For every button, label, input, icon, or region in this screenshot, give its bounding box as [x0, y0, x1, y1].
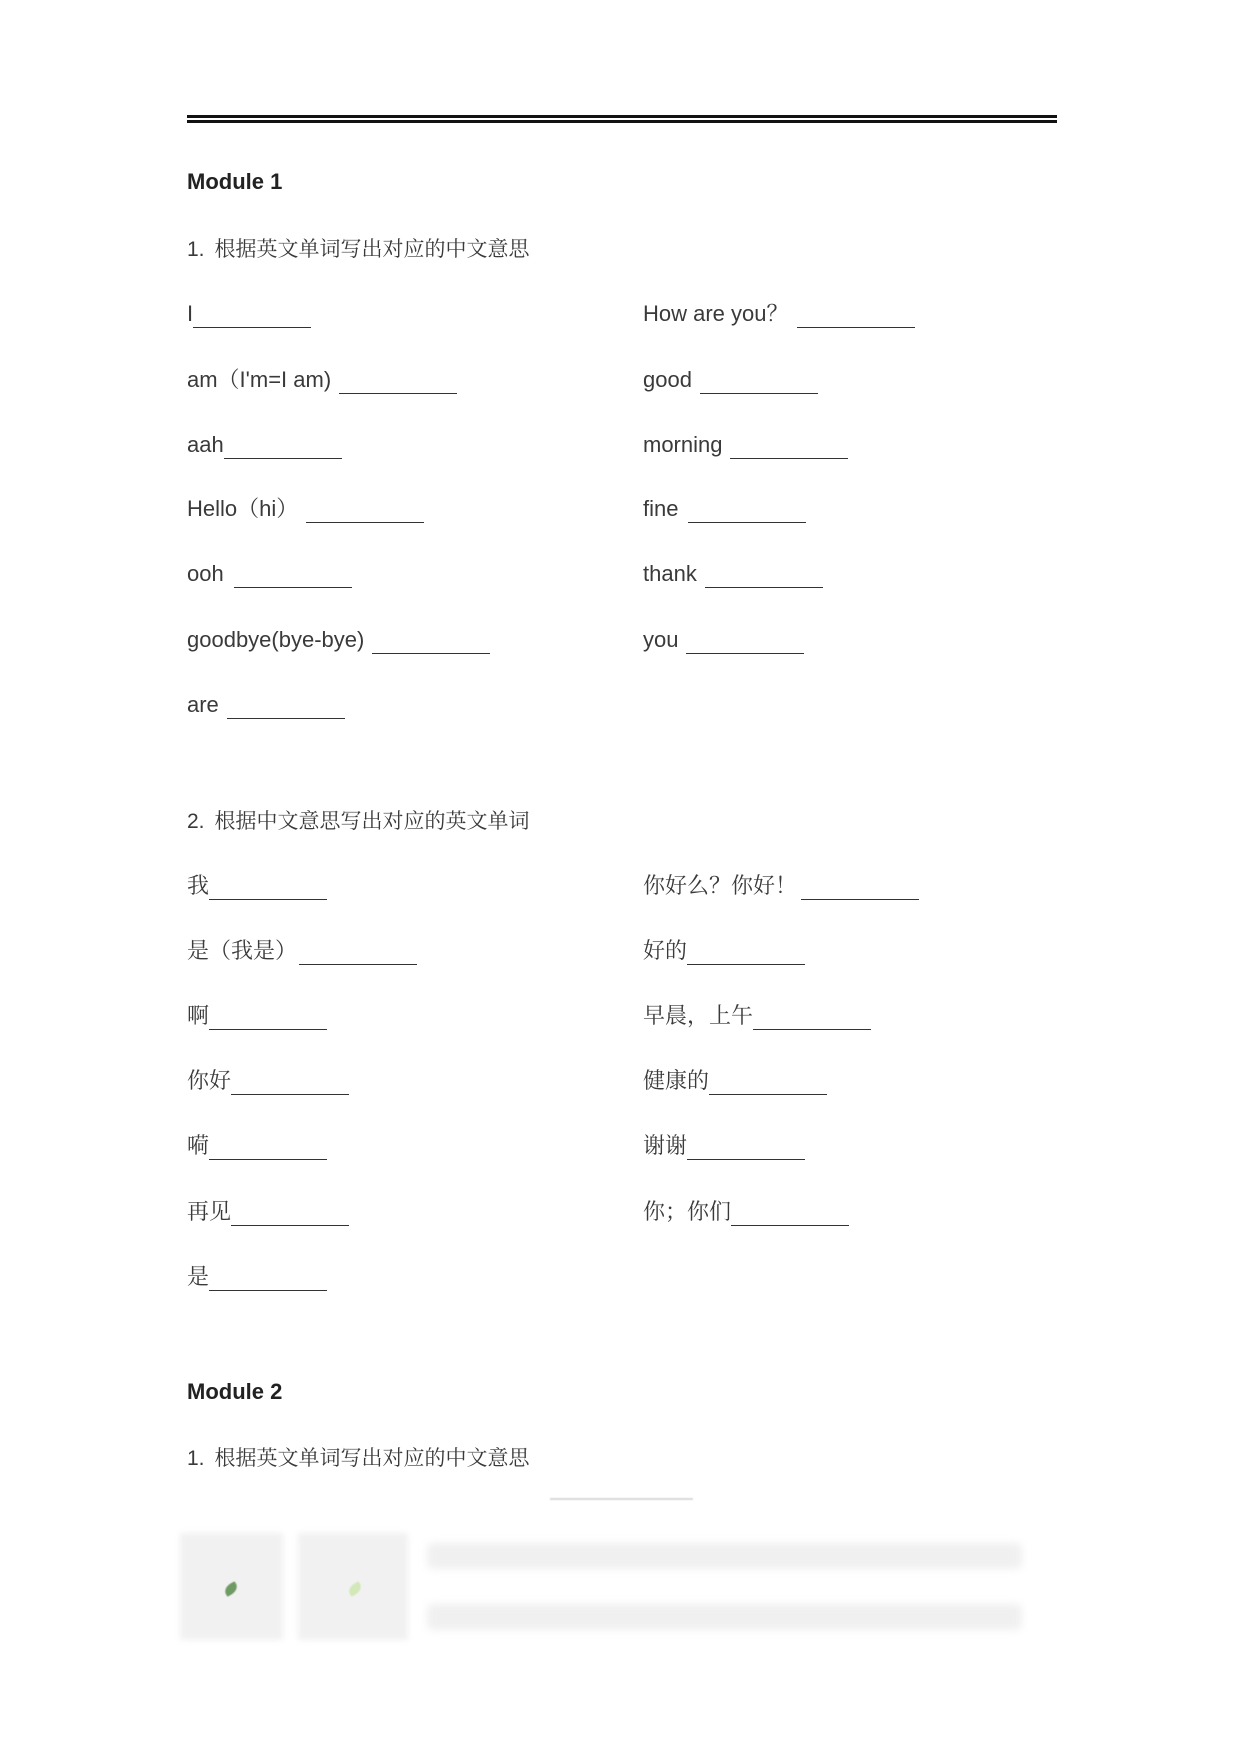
answer-blank	[801, 879, 919, 900]
vocab-item	[187, 1262, 327, 1292]
answer-blank	[687, 1139, 805, 1160]
vocab-word: I	[187, 301, 194, 326]
vocab-word: 谢谢	[643, 1133, 688, 1158]
vocab-item	[187, 1131, 327, 1161]
answer-blank	[224, 438, 342, 459]
vocab-item	[643, 430, 848, 460]
vocab-item	[643, 871, 919, 901]
vocab-word: 再见	[187, 1199, 232, 1224]
vocab-item	[187, 494, 424, 524]
faded-divider	[550, 1498, 693, 1500]
answer-blank	[306, 502, 424, 523]
vocab-word: Hello（hi）	[187, 496, 299, 521]
vocab-word: 是	[187, 1264, 210, 1289]
instruction-text: 根据中文意思写出对应的英文单词	[214, 810, 530, 833]
faded-text-block	[427, 1543, 1022, 1569]
answer-blank	[705, 567, 823, 588]
vocab-item	[643, 299, 915, 329]
answer-blank	[700, 373, 818, 394]
module-1-title: Module 1	[187, 169, 283, 194]
answer-blank	[231, 1074, 349, 1095]
vocab-item	[643, 559, 823, 589]
vocab-word: aah	[187, 432, 224, 457]
vocab-word: 你好么？你好！	[643, 873, 798, 898]
instruction-text: 根据英文单词写出对应的中文意思	[214, 1447, 530, 1470]
vocab-word: 你；你们	[643, 1199, 732, 1224]
vocab-word: fine	[643, 496, 679, 521]
module-2-title: Module 2	[187, 1379, 283, 1404]
vocab-word: am（I'm=I am)	[187, 367, 332, 392]
answer-blank	[730, 438, 848, 459]
vocab-item	[187, 430, 342, 460]
answer-blank	[753, 1009, 871, 1030]
faded-text-block	[427, 1604, 1022, 1630]
vocab-item	[643, 625, 804, 655]
vocab-word: 是（我是）	[187, 938, 298, 963]
answer-blank	[731, 1205, 849, 1226]
vocab-item	[643, 494, 806, 524]
answer-blank	[709, 1074, 827, 1095]
vocab-word: good	[643, 367, 692, 392]
answer-blank	[231, 1205, 349, 1226]
answer-blank	[299, 944, 417, 965]
answer-blank	[193, 307, 311, 328]
answer-blank	[339, 373, 457, 394]
instruction-number: 1.	[187, 1447, 205, 1470]
vocab-item	[643, 1131, 805, 1161]
vocab-item	[187, 936, 417, 966]
rule-line-top	[187, 115, 1057, 118]
vocab-word: morning	[643, 432, 723, 457]
answer-blank	[687, 944, 805, 965]
answer-blank	[227, 698, 345, 719]
vocab-word: 健康的	[643, 1068, 710, 1093]
answer-blank	[209, 879, 327, 900]
vocab-item	[187, 625, 490, 655]
vocab-item	[187, 1066, 349, 1096]
answer-blank	[234, 567, 352, 588]
answer-blank	[686, 633, 804, 654]
vocab-item	[643, 365, 818, 395]
vocab-word: goodbye(bye-bye)	[187, 627, 365, 652]
header-double-rule	[187, 115, 1057, 123]
instruction-text: 根据英文单词写出对应的中文意思	[214, 238, 530, 261]
vocab-item	[187, 559, 352, 589]
vocab-word: 嗬	[187, 1133, 210, 1158]
vocab-item	[187, 365, 457, 395]
vocab-item	[187, 871, 327, 901]
answer-blank	[372, 633, 490, 654]
module-1-part-2-instruction	[187, 807, 530, 837]
instruction-number: 2.	[187, 810, 205, 833]
vocab-item	[643, 1001, 871, 1031]
vocab-word: 你好	[187, 1068, 232, 1093]
vocab-word: How are you？	[643, 301, 789, 326]
vocab-word: 啊	[187, 1003, 210, 1028]
vocab-word: 我	[187, 873, 210, 898]
vocab-word: you	[643, 627, 679, 652]
vocab-word: thank	[643, 561, 697, 586]
vocab-item	[643, 1197, 849, 1227]
vocab-item	[187, 690, 345, 720]
instruction-number: 1.	[187, 238, 205, 261]
answer-blank	[688, 502, 806, 523]
vocab-word: are	[187, 692, 219, 717]
answer-blank	[797, 307, 915, 328]
vocab-item	[643, 1066, 827, 1096]
module-1-part-1-instruction	[187, 235, 530, 265]
answer-blank	[209, 1009, 327, 1030]
rule-line-bottom	[187, 120, 1057, 123]
vocab-word: ooh	[187, 561, 224, 586]
vocab-item	[187, 1001, 327, 1031]
module-2-part-1-instruction	[187, 1444, 530, 1474]
vocab-word: 早晨，上午	[643, 1003, 754, 1028]
vocab-word: 好的	[643, 938, 688, 963]
vocab-item	[643, 936, 805, 966]
answer-blank	[209, 1270, 327, 1291]
vocab-item	[187, 1197, 349, 1227]
vocab-item	[187, 299, 311, 329]
answer-blank	[209, 1139, 327, 1160]
